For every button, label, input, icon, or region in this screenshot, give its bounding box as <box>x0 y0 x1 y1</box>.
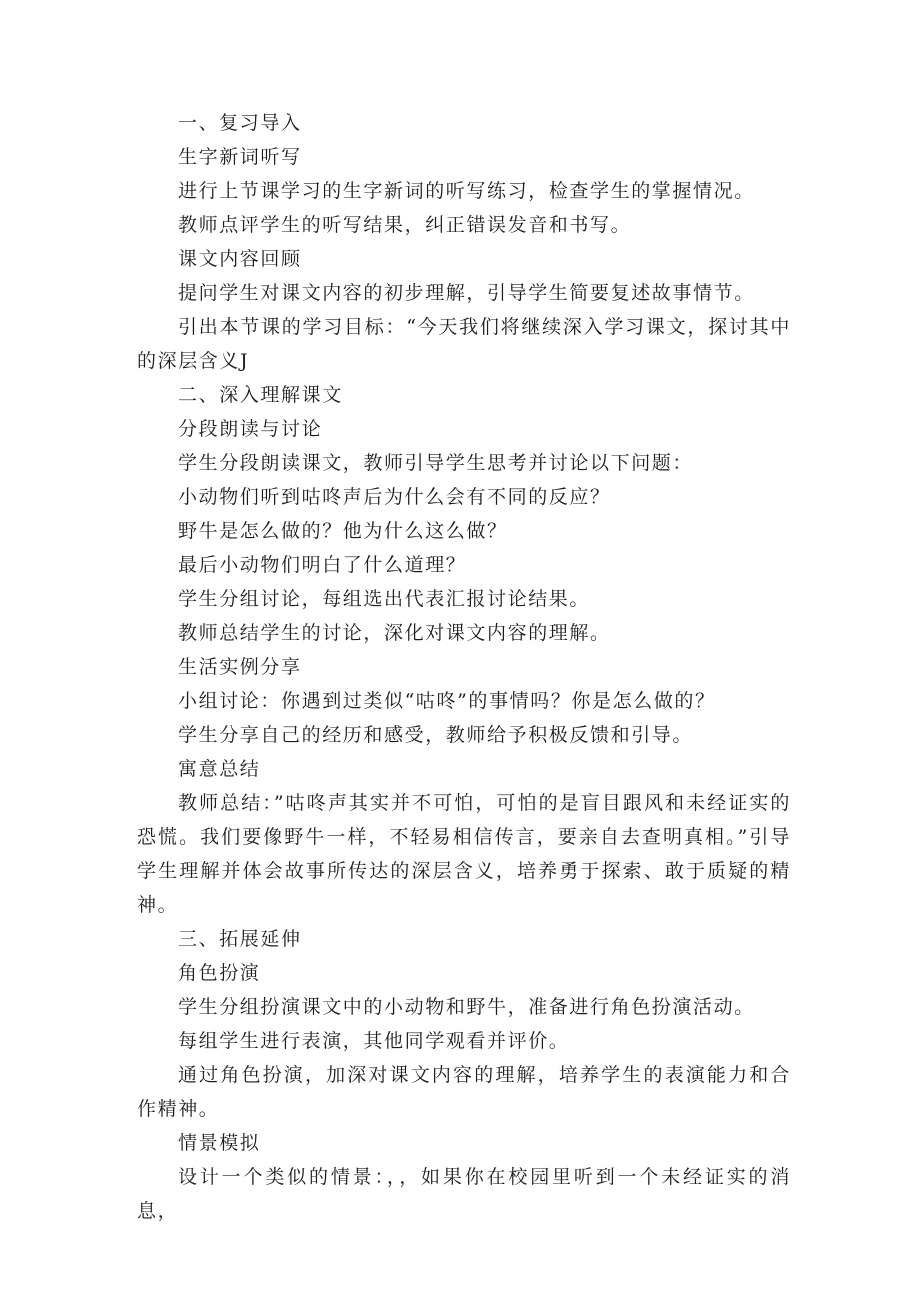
question-item: 最后小动物们明白了什么道理？ <box>178 554 467 576</box>
document-body <box>137 106 791 1228</box>
paragraph: 每组学生进行表演，其他同学观看并评价。 <box>178 1030 570 1052</box>
paragraph: 设计一个类似的情景：，，如果你在校园里听到一个未经证实的消息， <box>137 1166 791 1222</box>
section-heading-review: 一、复习导入 <box>178 112 302 134</box>
paragraph: 通过角色扮演，加深对课文内容的理解，培养学生的表演能力和合作精神。 <box>137 1064 791 1120</box>
paragraph: 小组讨论：你遇到过类似“咕咚”的事情吗？你是怎么做的？ <box>178 690 716 712</box>
subheading-reading-discussion: 分段朗读与讨论 <box>178 418 323 440</box>
paragraph: 教师总结：”咕咚声其实并不可怕，可怕的是盲目跟风和未经证实的恐慌。我们要像野牛一样，不轻易相信传言，要亲自去查明真相。”引导学生理解并体会故事所传达的深层含义，培养勇于探索、敢于质疑的精神。 <box>137 792 791 916</box>
subheading-life-examples: 生活实例分享 <box>178 656 302 678</box>
subheading-scenario-simulation: 情景模拟 <box>178 1132 261 1154</box>
subheading-moral-summary: 寓意总结 <box>178 758 261 780</box>
question-item: 野牛是怎么做的？他为什么这么做？ <box>178 520 508 542</box>
subheading-text-review: 课文内容回顾 <box>178 248 302 270</box>
question-item: 小动物们听到咕咚声后为什么会有不同的反应？ <box>178 486 611 508</box>
paragraph: 学生分组讨论，每组选出代表汇报讨论结果。 <box>178 588 591 610</box>
section-heading-extension: 三、拓展延伸 <box>178 928 302 950</box>
paragraph: 提问学生对课文内容的初步理解，引导学生简要复述故事情节。 <box>178 282 755 304</box>
paragraph: 学生分享自己的经历和感受，教师给予积极反馈和引导。 <box>178 724 694 746</box>
paragraph: 学生分段朗读课文，教师引导学生思考并讨论以下问题： <box>178 452 694 474</box>
paragraph: 学生分组扮演课文中的小动物和野牛，准备进行角色扮演活动。 <box>178 996 755 1018</box>
paragraph: 进行上节课学习的生字新词的听写练习，检查学生的掌握情况。 <box>178 180 755 202</box>
paragraph: 引出本节课的学习目标：“今天我们将继续深入学习课文，探讨其中的深层含义J <box>137 316 791 372</box>
paragraph: 教师总结学生的讨论，深化对课文内容的理解。 <box>178 622 611 644</box>
paragraph: 教师点评学生的听写结果，纠正错误发音和书写。 <box>178 214 632 236</box>
subheading-role-play: 角色扮演 <box>178 962 261 984</box>
section-heading-understanding: 二、深入理解课文 <box>178 384 343 406</box>
subheading-dictation: 生字新词听写 <box>178 146 302 168</box>
